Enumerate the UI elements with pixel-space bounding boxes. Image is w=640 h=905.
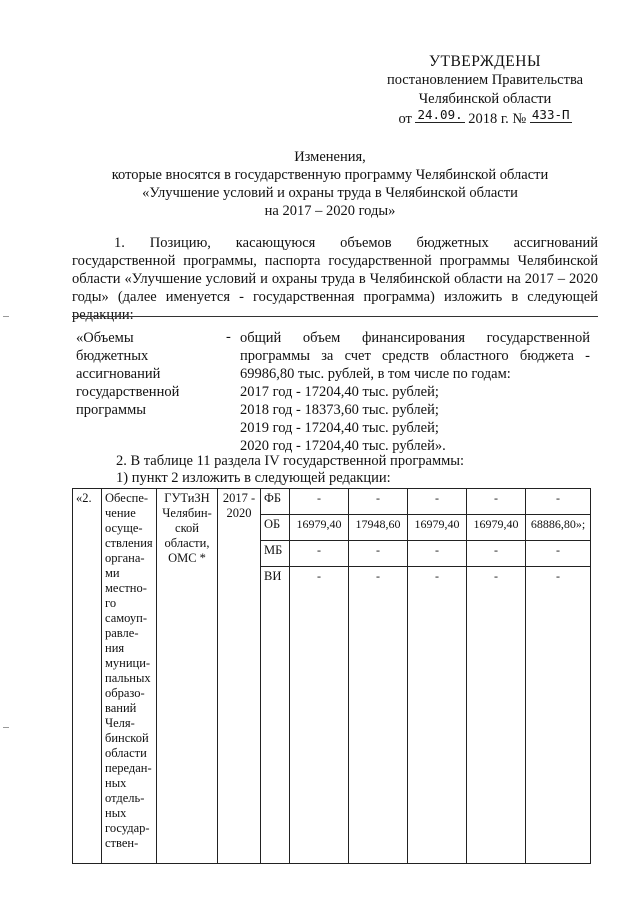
passport-main-text: общий объем финансирования государственной программы за счет средств областного бюджета - 69986,80 тыс. рублей, в том числе по годам:: [240, 330, 590, 382]
heading-line-3: «Улучшение условий и охраны труда в Челябинской области: [142, 185, 518, 201]
table-item-description: Обеспе- чение осуще- ствления органа- ми местно- го самоуп- равле- ния муници- пальных образо- ваний Челя- бинской области передан- ных отдель- ных государ- ствен-: [102, 489, 157, 864]
heading-line-1: Изменения,: [294, 149, 366, 165]
table-value-cell: -: [526, 489, 591, 515]
passport-year-line: 2018 год - 18373,60 тыс. рублей;: [240, 402, 439, 418]
table-value-cell: -: [290, 567, 349, 864]
handwritten-number: 433-П: [531, 107, 570, 122]
date-year: 2018 г. №: [468, 111, 527, 127]
passport-label-line: «Объемы: [76, 330, 134, 346]
approval-line-2: Челябинской области: [418, 91, 552, 107]
table-value-cell: -: [408, 567, 467, 864]
table-item-executor: ГУТиЗН Челябин- ской области, ОМС *: [157, 489, 218, 864]
passport-label-line: программы: [76, 402, 146, 418]
passport-year-line: 2019 год - 17204,40 тыс. рублей;: [240, 420, 439, 436]
date-prefix: от: [398, 111, 412, 127]
document-heading: [60, 148, 600, 220]
heading-line-2: которые вносятся в государственную программу Челябинской области: [111, 167, 549, 183]
approval-line-1: постановлением Правительства: [386, 72, 584, 88]
passport-label-line: ассигнований: [76, 366, 161, 382]
table-value-cell: -: [467, 567, 526, 864]
approval-date-line: [360, 109, 610, 129]
passport-year-line: 2020 год - 17204,40 тыс. рублей».: [240, 438, 446, 454]
table-value-cell: -: [408, 541, 467, 567]
table-value-cell: -: [290, 541, 349, 567]
table-value-cell: -: [526, 567, 591, 864]
paragraph-1-text: Позицию, касающуюся объемов бюджетных ассигнований государственной программы, паспорта государственной программы Челябинской области «Улучшение условий и охраны труда в Челябинской области на 2017 – 2020 годы» (далее именуется - государственная программа) изложить в следующей редакции:: [72, 235, 598, 323]
table-value-cell: 16979,40: [408, 515, 467, 541]
section-2-line-1: 2. В таблице 11 раздела IV государственной программы:: [116, 453, 465, 469]
table-source-cell: ФБ: [261, 489, 290, 515]
approval-block: [360, 52, 610, 129]
passport-value: [240, 329, 590, 455]
paragraph-1: [72, 234, 598, 324]
passport-top-rule: [72, 316, 598, 317]
table-value-cell: -: [349, 567, 408, 864]
table-value-cell: -: [290, 489, 349, 515]
passport-label-line: государственной: [76, 384, 180, 400]
table-value-cell: -: [349, 541, 408, 567]
table-value-cell: -: [526, 541, 591, 567]
table-source-cell: ОБ: [261, 515, 290, 541]
margin-mark: [3, 727, 9, 728]
table-value-cell: -: [467, 489, 526, 515]
section-2-line-2: 1) пункт 2 изложить в следующей редакции:: [116, 470, 391, 486]
table-value-cell: -: [408, 489, 467, 515]
table-item-number: «2.: [73, 489, 102, 864]
table-value-cell: 16979,40: [467, 515, 526, 541]
passport-dash: -: [226, 329, 231, 345]
paragraph-1-number: 1.: [114, 235, 125, 251]
table-value-cell: 17948,60: [349, 515, 408, 541]
table-source-cell: МБ: [261, 541, 290, 567]
table-value-cell: 16979,40: [290, 515, 349, 541]
margin-mark: [3, 316, 9, 317]
table-item-period: 2017 - 2020: [218, 489, 261, 864]
table-value-cell: -: [467, 541, 526, 567]
table-value-cell: -: [349, 489, 408, 515]
heading-line-4: на 2017 – 2020 годы»: [264, 203, 396, 219]
passport-label: [76, 329, 226, 419]
approval-title: УТВЕРЖДЕНЫ: [429, 53, 541, 70]
financing-table: [72, 488, 591, 864]
passport-year-line: 2017 год - 17204,40 тыс. рублей;: [240, 384, 439, 400]
handwritten-date: 24.09.: [417, 107, 463, 122]
table-source-cell: ВИ: [261, 567, 290, 864]
passport-label-line: бюджетных: [76, 348, 149, 364]
table-value-cell: 68886,80»;: [526, 515, 591, 541]
